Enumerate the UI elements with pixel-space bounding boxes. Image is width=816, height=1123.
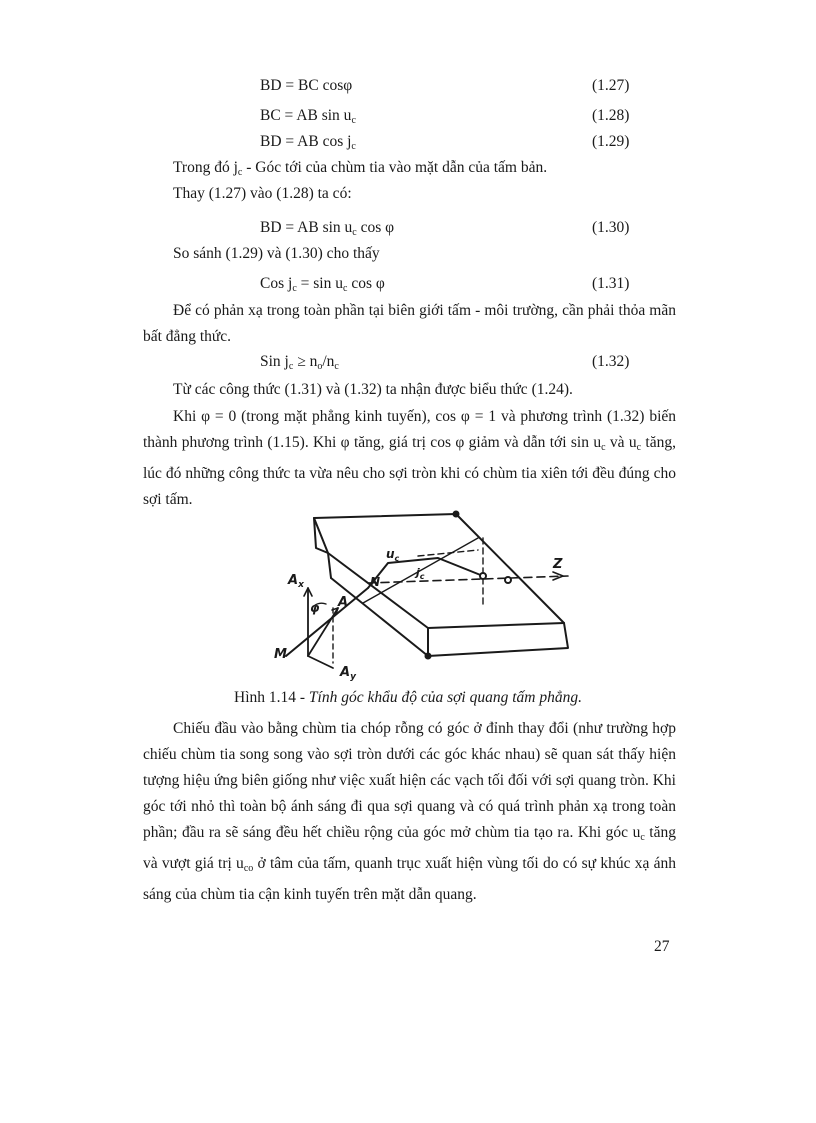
slab-front-left-vertical [328, 553, 331, 578]
vector-ay [308, 656, 333, 668]
equation-1-28: BC = AB $\sin u_c$ [260, 107, 356, 126]
label-m: M [274, 647, 287, 662]
label-n: N [370, 575, 381, 589]
equation-number: (1.28) [592, 107, 630, 124]
paragraph-phi-variation: Khi φ = 0 (trong mặt phẳng kinh tuyến), cos φ = 1 và phương trình (1.32) biến thành phương trình (1.15). Khi φ tăng, giá trị cos φ giảm và dẫn tới $\sin u_c$ và $u_c$ tăng, lúc đó những công thức ta vừa nêu cho sợi tròn khi có chùm tia xiên tới đều đúng cho sợi tấm. [143, 408, 676, 508]
optical-axis-z [368, 576, 568, 583]
equation-number: (1.31) [592, 275, 630, 292]
ray-inside-slab [368, 558, 483, 588]
paragraph-total-reflection: Để có phản xạ trong toàn phần tại biên giới tấm - môi trường, cần phải thỏa mãn bất đẳng thức. [143, 302, 676, 345]
slab-front-top-edge [314, 518, 564, 628]
equation-number: (1.29) [592, 133, 630, 150]
equation-1-31: Cos $j_c = \sin u_c$ cos φ [260, 275, 385, 294]
label-ay: $A_y$ [340, 665, 356, 682]
label-a: A [338, 595, 349, 610]
equation-number: (1.27) [592, 77, 630, 94]
text-line-tu-cac: Từ các công thức (1.31) và (1.32) ta nhận được biểu thức (1.24). [173, 381, 573, 398]
equation-1-30: BD = AB $\sin u_c$ cos φ [260, 219, 395, 238]
text-line-thay: Thay (1.27) vào (1.28) ta có: [173, 185, 352, 202]
label-ax: $A_x$ [288, 573, 304, 590]
label-jc: $j_c$ [416, 566, 425, 581]
equation-1-32: Sin $j_c \ge n_o/n_c$ [260, 353, 339, 372]
label-phi: φ [310, 601, 320, 615]
equation-number: (1.32) [592, 353, 630, 370]
incident-ray [286, 588, 368, 656]
equation-1-27: BD = BC cosφ [260, 77, 353, 94]
text-line-trong-do: Trong đó $j_c$ - Góc tới của chùm tia vào mặt dẫn của tấm bản. [173, 159, 548, 178]
figure-caption: Hình 1.14 - Tính góc khẩu độ của sợi quang tấm phẳng. [234, 689, 582, 706]
label-uc: $u_c$ [386, 547, 400, 563]
slab-top-back-edge [314, 514, 564, 623]
figure-planar-fiber-aperture [268, 508, 578, 683]
equation-number: (1.30) [592, 219, 630, 236]
text-line-so-sanh: So sánh (1.29) và (1.30) cho thấy [173, 245, 380, 262]
paragraph-hollow-cone-beam: Chiếu đầu vào bằng chùm tia chóp rỗng có góc ở đỉnh thay đổi (như trường hợp chiếu chùm tia song song vào sợi tròn dưới các góc khác nhau) sẽ quan sát thấy hiện tượng hiệu ứng biên giống như việc xuất hiện các vạch tối đối với sợi quang tròn. Khi góc tới nhỏ thì toàn bộ ánh sáng đi qua sợi quang và có quá trình phản xạ trong toàn phần; đầu ra sẽ sáng đều hết chiều rộng của góc mở chùm tia tạo ra. Khi góc $u_c$ tăng và vượt giá trị $u_{co}$ ở tâm của tấm, quanh trục xuất hiện vùng tối do có sự khúc xạ ánh sáng của chùm tia cận kinh tuyến trên mặt dẫn quang. [143, 720, 676, 903]
label-z: Z [553, 557, 563, 572]
page-number: 27 [654, 938, 670, 955]
equation-1-29: BD = AB $\cos j_c$ [260, 133, 356, 152]
